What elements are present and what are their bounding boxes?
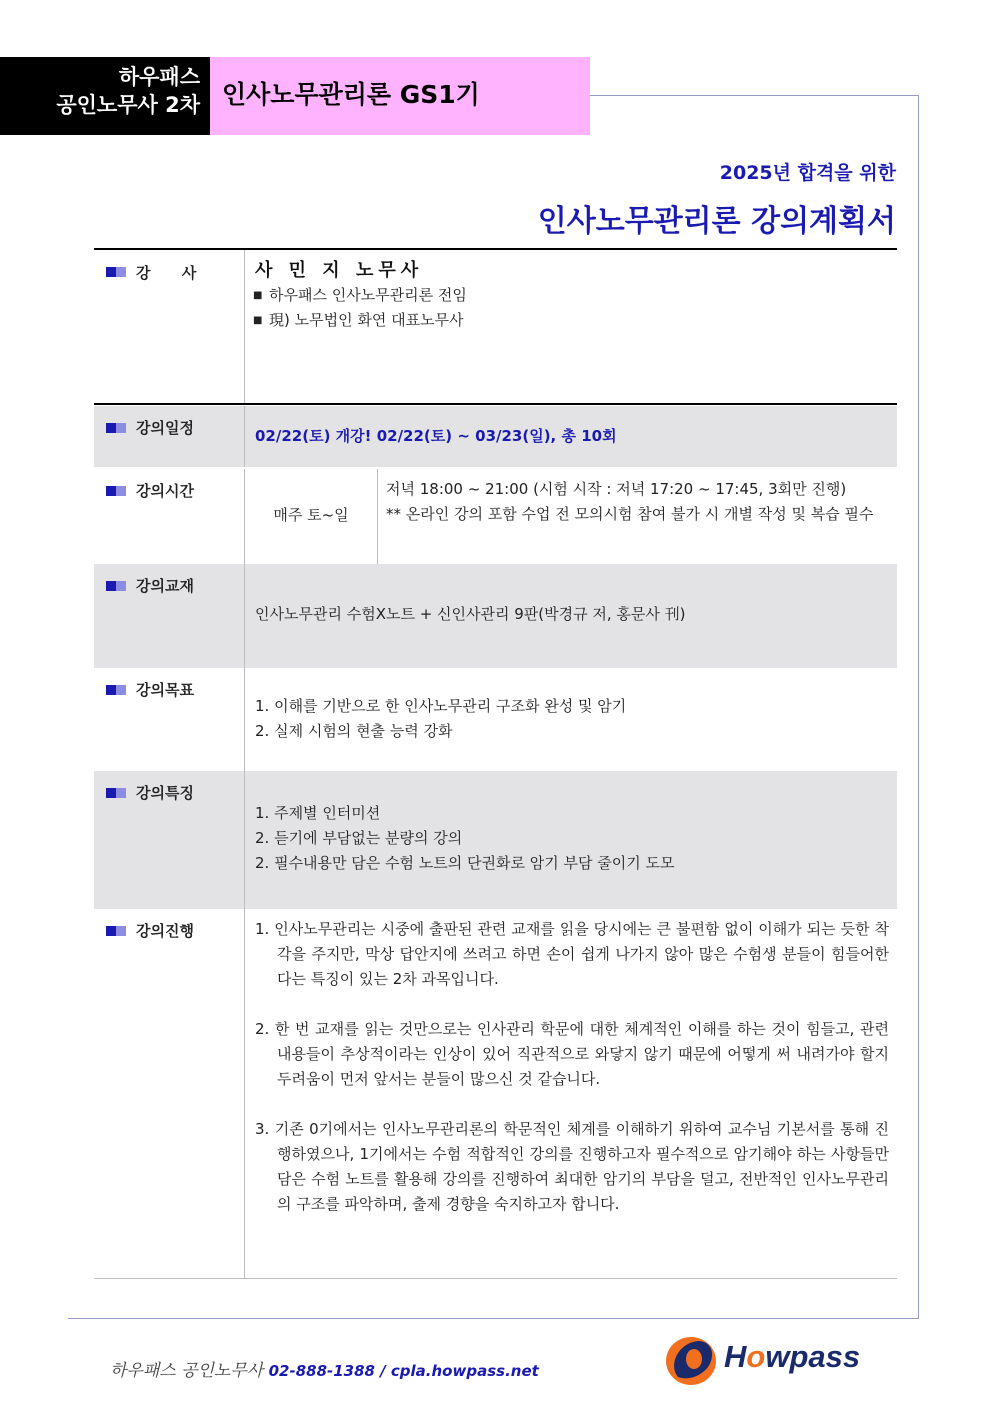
row-label-text: 강 사 [136,264,197,282]
row-label [94,469,245,564]
logo-text-o: o [746,1339,766,1374]
row-label-text: 강의특징 [136,784,194,802]
row-textbook [94,564,897,668]
schedule-value: 02/22(토) 개강! 02/22(토) ~ 03/23(일), 총 10회 [255,427,617,445]
textbook-value: 인사노무관리 수험X노트 + 신인사관리 9판(박경규 저, 홍문사 刊) [255,605,686,623]
progress-item: 2. 한 번 교재를 읽는 것만으로는 인사관리 학문에 대한 체계적인 이해를 하는 것이 힘들고, 관련 내용들이 추상적이라는 인상이 있어 직관적으로 와닿지 않기 때문에 어떻게 써 내려가야 할지 두려움이 먼저 앞서는 분들이 많으신 것 같습니다. [255,1020,889,1088]
label-square-icon [116,685,126,695]
goal-item: 2. 실제 시험의 현출 능력 강화 [255,722,453,740]
row-progress [94,909,897,1279]
row-label-text: 강의일정 [136,419,194,437]
label-square-icon [116,423,126,433]
howpass-logo-icon [664,1335,720,1387]
logo-text-h: H [724,1339,747,1374]
time-line2: ** 온라인 강의 포함 수업 전 모의시험 참여 불가 시 개별 작성 및 복습 필수 [386,505,874,523]
footer-contact [110,1356,539,1381]
footer-phone-web: 02-888-1388 / cpla.howpass.net [268,1362,539,1380]
feature-item: 1. 주제별 인터미션 [255,804,381,822]
label-square-icon [106,267,116,277]
header-badge [0,57,210,135]
label-square-icon [106,581,116,591]
feature-item: 2. 듣기에 부담없는 분량의 강의 [255,829,463,847]
row-label-text: 강의목표 [136,681,194,699]
goal-item: 1. 이해를 기반으로 한 인사노무관리 구조화 완성 및 암기 [255,697,627,715]
feature-list [255,801,889,876]
label-square-icon [116,788,126,798]
progress-item: 3. 기존 0기에서는 인사노무관리론의 학문적인 체계를 이해하기 위하여 교수님 기본서를 통해 진행하였으나, 1기에서는 수험 적합적인 강의를 진행하고자 필수적으로 암기해야 하는 사항들만 담은 수험 노트를 활용해 강의를 진행하여 최대한 암기의 부담을 덜고, 전반적인 인사노무관리의 구조를 파악하며, 출제 경향을 숙지하고자 합니다. [255,1120,889,1213]
label-square-icon [116,926,126,936]
row-label [94,668,245,771]
label-square-icon [106,788,116,798]
progress-list [255,917,889,1217]
row-feature [94,771,897,909]
time-line1: 저녁 18:00 ~ 21:00 (시험 시작 : 저녁 17:20 ~ 17:45, 3회만 진행) [386,480,847,498]
header-badge-line1: 하우패스 [118,65,200,89]
row-label [94,771,245,909]
course-title: 인사노무관리론 GS1기 [210,57,590,135]
header-badge-line2: 공인노무사 2차 [56,93,200,117]
row-label [94,909,245,1278]
row-schedule [94,406,897,468]
time-details [386,477,889,527]
row-label [94,564,245,668]
label-square-icon [106,926,116,936]
progress-item: 1. 인사노무관리는 시중에 출판된 관련 교재를 읽을 당시에는 큰 불편함 없이 이해가 되는 듯한 착각을 주지만, 막상 답안지에 쓰려고 하면 손이 쉽게 나가지 않아 많은 수험생 분들이 힘들어한다는 특징이 있는 2차 과목입니다. [255,920,889,988]
howpass-logo [664,1335,904,1387]
frame-top-line [590,95,918,96]
row-label-text: 강의시간 [136,482,194,500]
page-subtitle: 2025년 합격을 위한 [719,162,896,184]
row-label [94,250,245,403]
howpass-logo-text [724,1339,860,1375]
label-square-icon [116,267,126,277]
label-square-icon [106,685,116,695]
frame-bottom-line [68,1318,919,1319]
instructor-content [255,258,889,333]
label-square-icon [106,486,116,496]
instructor-name: 사 민 지 노무사 [255,260,424,281]
label-square-icon [116,486,126,496]
row-goal [94,668,897,771]
instructor-bullet: ■ 現) 노무법인 화연 대표노무사 [255,308,889,333]
instructor-bullet: ■ 하우패스 인사노무관리론 전임 [255,283,889,308]
row-instructor [94,250,897,405]
time-days-cell [245,469,378,564]
page-title: 인사노무관리론 강의계획서 [537,204,896,239]
goal-list [255,694,889,744]
label-square-icon [106,423,116,433]
time-days: 매주 토~일 [273,506,349,524]
row-label-text: 강의진행 [136,922,194,940]
footer-org: 하우패스 공인노무사 [110,1361,264,1381]
logo-text-rest: wpass [765,1339,861,1374]
feature-item: 2. 필수내용만 담은 수험 노트의 단권화로 암기 부담 줄이기 도모 [255,854,675,872]
row-label [94,406,245,467]
frame-right-line [918,95,919,1319]
row-time [94,469,897,564]
label-square-icon [116,581,126,591]
row-label-text: 강의교재 [136,577,194,595]
